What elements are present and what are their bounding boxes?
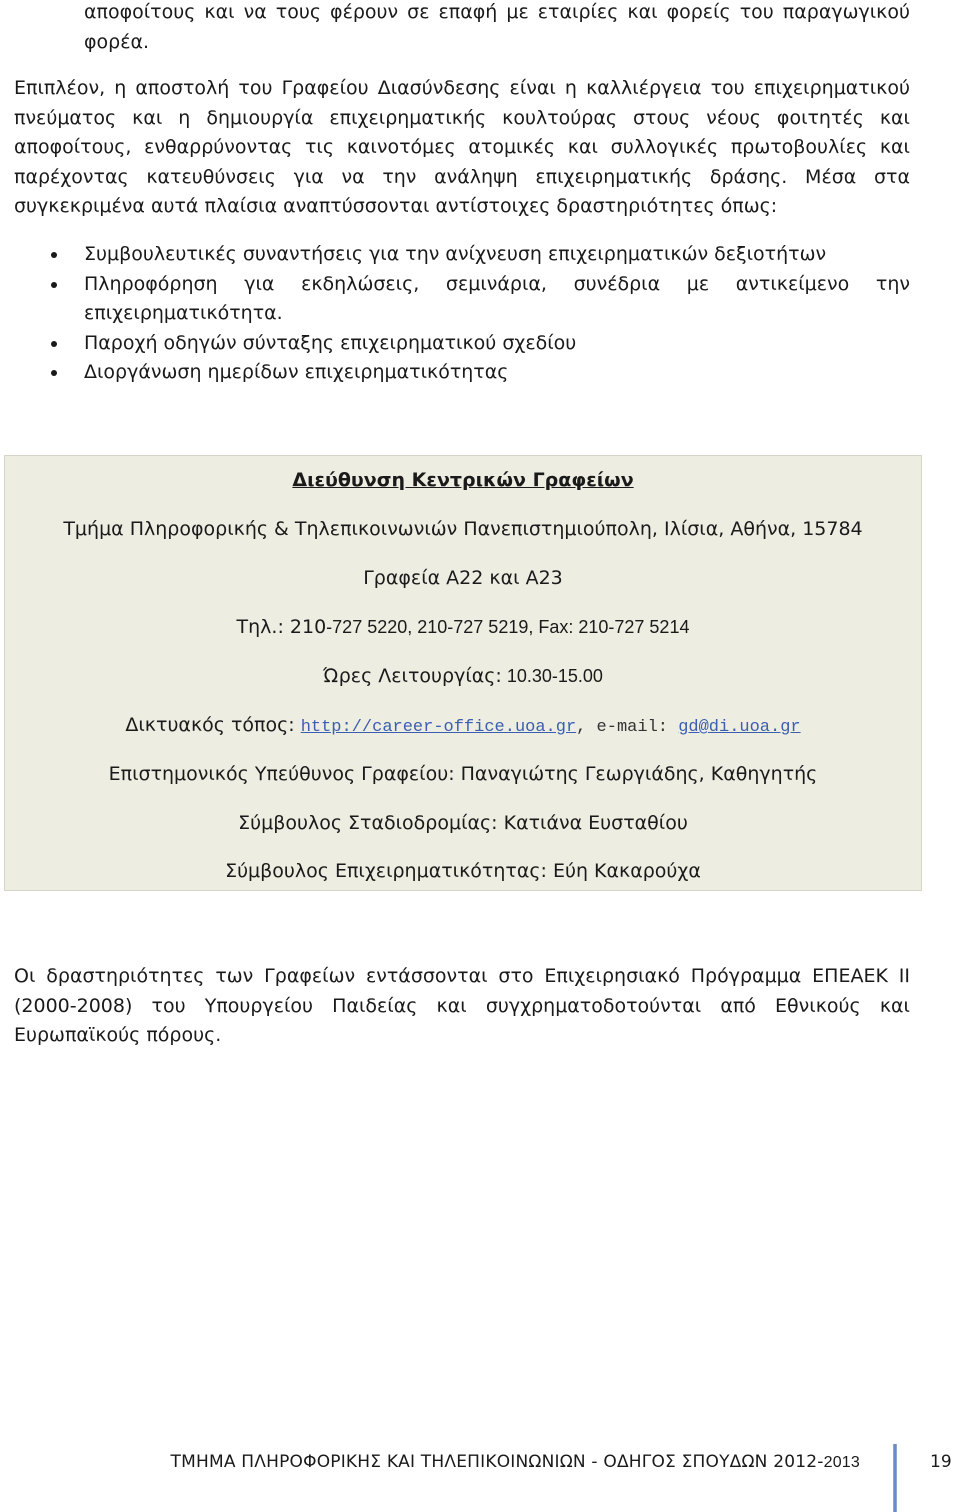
offices-line: Γραφεία Α22 και Α23 <box>363 567 563 589</box>
business-advisor-line: Σύμβουλος Επιχειρηματικότητας: Εύη Κακαρούχα <box>225 860 701 882</box>
scientific-head-line: Επιστημονικός Υπεύθυνος Γραφείου: Παναγιώτης Γεωργιάδης, Καθηγητής <box>108 763 818 785</box>
bullet-icon <box>51 370 57 376</box>
list-item-text: Διοργάνωση ημερίδων επιχειρηματικότητας <box>84 361 509 383</box>
footer-divider <box>893 1444 897 1512</box>
hours-value: 10.30-15.00 <box>501 666 603 686</box>
bullet-icon <box>51 252 57 258</box>
intro-paragraph: Επιπλέον, η αποστολή του Γραφείου Διασύνδεσης είναι η καλλιέργεια του επιχειρηματικού πνεύματος και η δημιουργία επιχειρηματικής κουλτούρας στους νέους φοιτητές και αποφοίτους, ενθαρρύνοντας τις καινοτόμες ατομικές και συλλογικές πρωτοβουλίες και παρέχοντας κατευθύνσεις για να την ανάληψη επιχειρηματικής δράσης. Μέσα στα συγκεκριμένα αυτά πλαίσια αναπτύσσονται αντίστοιχες δραστηριότητες όπως: <box>14 77 910 217</box>
list-item-text: Παροχή οδηγών σύνταξης επιχειρηματικού σχεδίου <box>84 331 577 354</box>
bullet-icon <box>51 282 57 288</box>
email-link[interactable]: gd@di.uoa.gr <box>678 718 801 737</box>
list-item <box>84 270 910 329</box>
contact-info-box <box>4 455 922 891</box>
running-title-main: ΤΜΗΜΑ ΠΛΗΡΟΦΟΡΙΚΗΣ ΚΑΙ ΤΗΛΕΠΙΚΟΙΝΩΝΙΩΝ - ΟΔΗΓΟΣ ΣΠΟΥΔΩΝ 2012- <box>170 1452 824 1472</box>
list-item <box>84 329 910 359</box>
email-label: , e-mail: <box>576 718 679 737</box>
website-label: Δικτυακός τόπος: <box>125 714 295 736</box>
hours-line <box>5 663 921 689</box>
page-number: 19 <box>930 1452 952 1472</box>
funding-paragraph: Οι δραστηριότητες των Γραφείων εντάσσονται στο Επιχειρησιακό Πρόγραμμα ΕΠΕΑΕΚ ΙΙ (2000-2008) του Υπουργείου Παιδείας και συγχρηματοδοτούνται από Εθνικούς και Ευρωπαϊκούς πόρους. <box>14 965 910 1046</box>
phone-line <box>5 614 921 640</box>
list-item-text: Συμβουλευτικές συναντήσεις για την ανίχνευση επιχειρηματικών δεξιοτήτων <box>84 243 827 265</box>
running-footer-title <box>171 1450 860 1475</box>
website-line <box>5 712 921 741</box>
website-link[interactable]: http://career-office.uoa.gr <box>300 718 577 737</box>
list-item <box>84 358 910 388</box>
bullet-icon <box>51 341 57 347</box>
running-title-year: 2013 <box>823 1454 860 1471</box>
activities-list <box>84 240 910 388</box>
address-line: Τμήμα Πληροφορικής & Τηλεπικοινωνιών Πανεπιστημιούπολη, Ιλίσια, Αθήνα, 15784 <box>63 518 863 540</box>
list-item <box>84 240 910 270</box>
phone-label: Τηλ.: 210 <box>236 616 327 638</box>
continuation-paragraph: αποφοίτους και να τους φέρουν σε επαφή με εταιρίες και φορείς του παραγωγικού φορέα. <box>84 1 910 53</box>
hours-label: Ώρες Λειτουργίας: <box>323 665 502 687</box>
list-item-text: Πληροφόρηση για εκδηλώσεις, σεμινάρια, συνέδρια με αντικείμενο την επιχειρηματικότητα. <box>84 272 910 324</box>
career-advisor-line: Σύμβουλος Σταδιοδρομίας: Κατιάνα Ευσταθίου <box>238 812 688 834</box>
contact-box-title: Διεύθυνση Κεντρικών Γραφείων <box>292 469 634 491</box>
phone-numbers: -727 5220, 210-727 5219, Fax: 210-727 5214 <box>326 617 690 637</box>
